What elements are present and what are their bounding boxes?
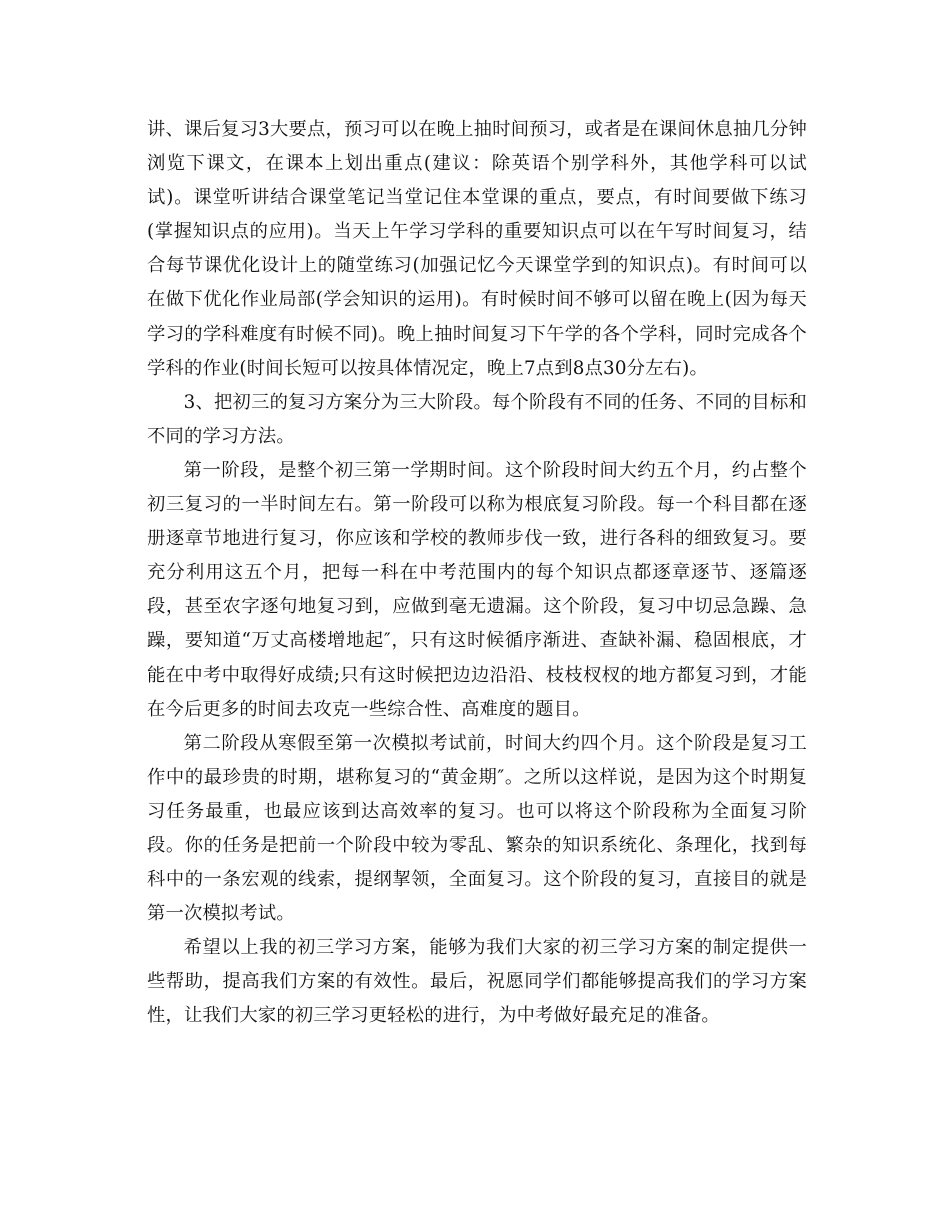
paragraph-1: 讲、课后复习3大要点，预习可以在晚上抽时间预习，或者是在课间休息抽几分钟浏览下课文，在课本上划出重点(建议：除英语个别学科外，其他学科可以试试)。课堂听讲结合课堂笔记当堂记住本堂课的重点，要点，有时间要做下练习(掌握知识点的应用)。当天上午学习学科的重要知识点可以在午写时间复习，结合每节课优化设计上的随堂练习(加强记忆今天课堂学到的知识点)。有时间可以在做下优化作业局部(学会知识的运用)。有时候时间不够可以留在晚上(因为每天学习的学科难度有时候不同)。晚上抽时间复习下午学的各个学科，同时完成各个学科的作业(时间长短可以按具体情况定，晚上7点到8点30分左右)。 [147,119,807,379]
paragraph-3: 第一阶段，是整个初三第一学期时间。这个阶段时间大约五个月，约占整个初三复习的一半时间左右。第一阶段可以称为根底复习阶段。每一个科目都在逐册逐章节地进行复习，你应该和学校的教师步伐一致，进行各科的细致复习。要充分利用这五个月，把每一科在中考范围内的每个知识点都逐章逐节、逐篇逐段，甚至农字逐句地复习到，应做到毫无遗漏。这个阶段，复习中切忌急躁、急躁，要知道“万丈高楼增地起″，只有这时候循序渐进、查缺补漏、稳固根底，才能在中考中取得好成绩;只有这时候把边边沿沿、枝枝杈杈的地方都复习到，才能在今后更多的时间去攻克一些综合性、高难度的题目。 [147,459,807,720]
paragraph-2: 3、把初三的复习方案分为三大阶段。每个阶段有不同的任务、不同的目标和不同的学习方法。 [147,391,807,447]
paragraph-5: 希望以上我的初三学习方案，能够为我们大家的初三学习方案的制定提供一些帮助，提高我们方案的有效性。最后，祝愿同学们都能够提高我们的学习方案性，让我们大家的初三学习更轻松的进行，为中考做好最充足的准备。 [147,937,807,1027]
paragraph-4: 第二阶段从寒假至第一次模拟考试前，时间大约四个月。这个阶段是复习工作中的最珍贵的时期，堪称复习的“黄金期″。之所以这样说，是因为这个时期复习任务最重，也最应该到达高效率的复习。也可以将这个阶段称为全面复习阶段。你的任务是把前一个阶段中较为零乱、繁杂的知识系统化、条理化，找到每科中的一条宏观的线索，提纲挈领，全面复习。这个阶段的复习，直接目的就是第一次模拟考试。 [147,732,807,925]
document-body [147,113,807,1034]
